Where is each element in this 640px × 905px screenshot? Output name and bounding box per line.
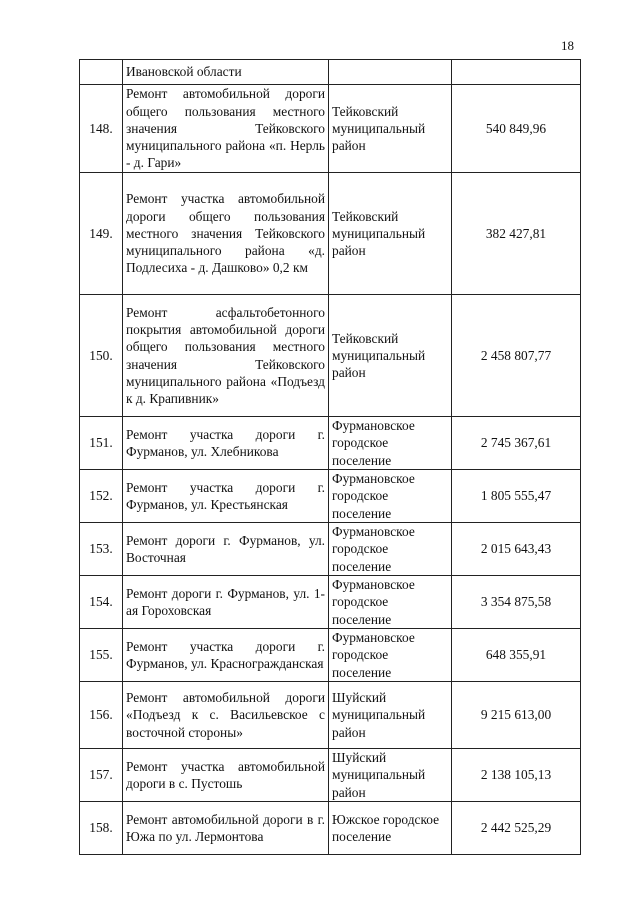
table-row bbox=[80, 801, 581, 854]
amount: 540 849,96 bbox=[452, 85, 581, 173]
table-row bbox=[80, 575, 581, 628]
municipality: Фурмановское городское поселение bbox=[329, 522, 452, 575]
row-number: 155. bbox=[80, 628, 123, 681]
work-description: Ремонт участка дороги г. Фурманов, ул. Хлебникова bbox=[123, 417, 329, 470]
row-number: 148. bbox=[80, 85, 123, 173]
amount: 2 442 525,29 bbox=[452, 801, 581, 854]
table-row bbox=[80, 681, 581, 748]
work-description: Ремонт асфальтобетонного покрытия автомобильной дороги общего пользования местного значения Тейковского муниципального района «Подъезд к д. Крапивник» bbox=[123, 295, 329, 417]
work-description: Ремонт участка дороги г. Фурманов, ул. Красногражданская bbox=[123, 628, 329, 681]
row-number: 153. bbox=[80, 522, 123, 575]
row-number bbox=[80, 60, 123, 85]
amount: 2 015 643,43 bbox=[452, 522, 581, 575]
work-description: Ивановской области bbox=[123, 60, 329, 85]
work-description: Ремонт автомобильной дороги общего пользования местного значения Тейковского муниципального района «п. Нерль - д. Гари» bbox=[123, 85, 329, 173]
row-number: 157. bbox=[80, 748, 123, 801]
amount: 3 354 875,58 bbox=[452, 575, 581, 628]
amount: 648 355,91 bbox=[452, 628, 581, 681]
table-row bbox=[80, 417, 581, 470]
row-number: 149. bbox=[80, 173, 123, 295]
table-row bbox=[80, 85, 581, 173]
amount: 2 458 807,77 bbox=[452, 295, 581, 417]
municipality: Шуйский муниципальный район bbox=[329, 748, 452, 801]
table-row bbox=[80, 522, 581, 575]
municipality: Фурмановское городское поселение bbox=[329, 575, 452, 628]
municipality: Тейковский муниципальный район bbox=[329, 85, 452, 173]
row-number: 150. bbox=[80, 295, 123, 417]
municipality: Фурмановское городское поселение bbox=[329, 628, 452, 681]
works-table bbox=[79, 59, 581, 855]
work-description: Ремонт автомобильной дороги «Подъезд к с. Васильевское с восточной стороны» bbox=[123, 681, 329, 748]
page-number: 18 bbox=[561, 38, 574, 53]
municipality: Фурмановское городское поселение bbox=[329, 469, 452, 522]
work-description: Ремонт участка дороги г. Фурманов, ул. Крестьянская bbox=[123, 469, 329, 522]
municipality: Южское городское поселение bbox=[329, 801, 452, 854]
table-row bbox=[80, 295, 581, 417]
municipality: Тейковский муниципальный район bbox=[329, 173, 452, 295]
table-row bbox=[80, 60, 581, 85]
row-number: 156. bbox=[80, 681, 123, 748]
work-description: Ремонт дороги г. Фурманов, ул. 1-ая Гороховская bbox=[123, 575, 329, 628]
work-description: Ремонт автомобильной дороги в г. Южа по ул. Лермонтова bbox=[123, 801, 329, 854]
amount: 2 745 367,61 bbox=[452, 417, 581, 470]
municipality: Тейковский муниципальный район bbox=[329, 295, 452, 417]
municipality bbox=[329, 60, 452, 85]
municipality: Шуйский муниципальный район bbox=[329, 681, 452, 748]
row-number: 152. bbox=[80, 469, 123, 522]
work-description: Ремонт дороги г. Фурманов, ул. Восточная bbox=[123, 522, 329, 575]
table-row bbox=[80, 173, 581, 295]
table-row bbox=[80, 628, 581, 681]
amount: 2 138 105,13 bbox=[452, 748, 581, 801]
amount bbox=[452, 60, 581, 85]
row-number: 151. bbox=[80, 417, 123, 470]
row-number: 158. bbox=[80, 801, 123, 854]
amount: 382 427,81 bbox=[452, 173, 581, 295]
work-description: Ремонт участка автомобильной дороги в с. Пустошь bbox=[123, 748, 329, 801]
municipality: Фурмановское городское поселение bbox=[329, 417, 452, 470]
amount: 9 215 613,00 bbox=[452, 681, 581, 748]
work-description: Ремонт участка автомобильной дороги общего пользования местного значения Тейковского муниципального района «д. Подлесиха - д. Дашково» 0,2 км bbox=[123, 173, 329, 295]
table-row bbox=[80, 469, 581, 522]
row-number: 154. bbox=[80, 575, 123, 628]
amount: 1 805 555,47 bbox=[452, 469, 581, 522]
table-row bbox=[80, 748, 581, 801]
